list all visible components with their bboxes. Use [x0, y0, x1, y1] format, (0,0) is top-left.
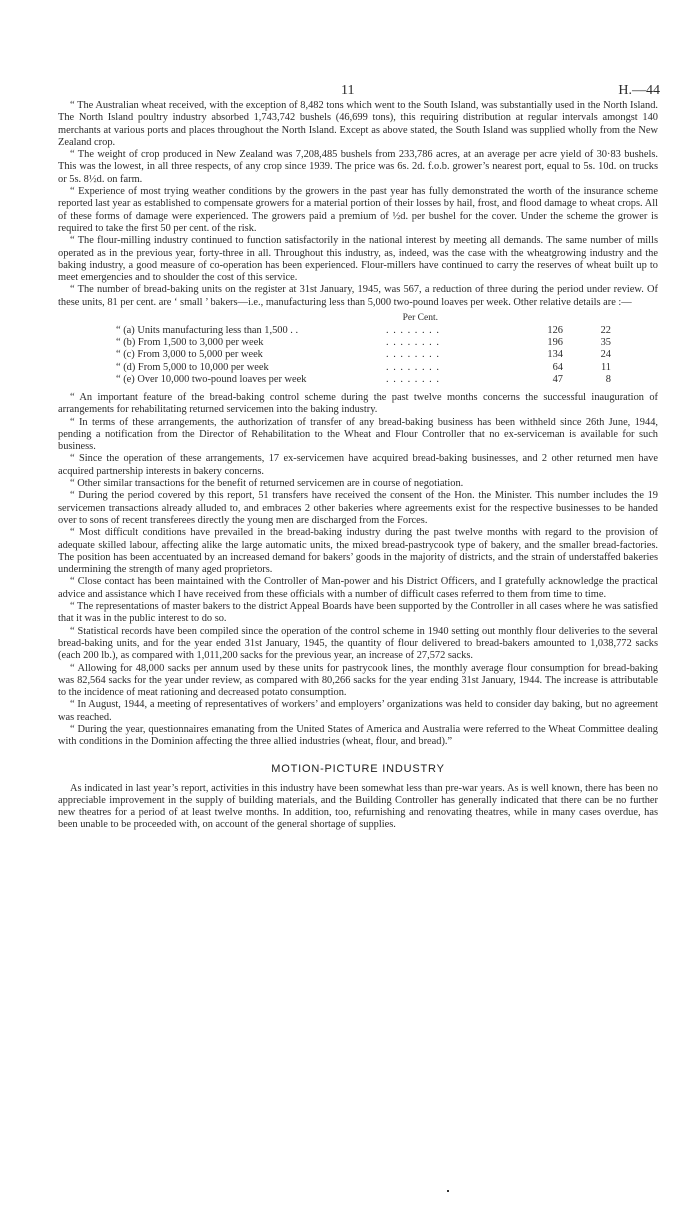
paragraph: “ The representations of master bakers to the district Appeal Boards have been supported by the Controller in all cases where he was satisfied that it was in the public interest to do so. [58, 601, 658, 625]
paragraph: “ During the period covered by this report, 51 transfers have received the consent of the Hon. the Minister. This number includes the 19 servicemen transactions already alluded to, and embraces 2 other bakeries where agreements exist for the respective businesses to be handed over to sons of recent transferees directly the young men are discharged from the Forces. [58, 490, 658, 526]
paragraph: “ Since the operation of these arrangements, 17 ex-servicemen have acquired bread-baking businesses, and 2 other returned men have acquired partnership interests in bakery concerns. [58, 453, 658, 477]
row-count: 196 [547, 337, 563, 349]
paragraph: “ Most difficult conditions have prevailed in the bread-baking industry during the past twelve months with regard to the provision of adequate skilled labour, affecting alike the large automatic units, the mixed bread-pastrycook type of bakery, and the smaller bread-factories. The position has been accentuated by an increased demand for bakers’ goods in the majority of districts, and the strain of understaffed bakeries undermining the strength of many aged proprietors. [58, 527, 658, 576]
section-heading: MOTION-PICTURE INDUSTRY [271, 762, 445, 775]
section-paragraph: As indicated in last year’s report, activities in this industry have been somewhat less than pre-war years. As is well known, there has been no appreciable improvement in the supply of building materials, and the Building Controller has generally indicated that there can be no further new theatres for a period of at least twelve months. In addition, too, refurnishing and renovating theatres, while in many cases overdue, has been unable to be proceeded with, on account of the general shortage of supplies. [58, 782, 658, 831]
paragraph: “ Statistical records have been compiled since the operation of the control scheme in 1940 setting out monthly flour deliveries to the several bread-baking units, and for the year ended 31st January, 1945, the quantity of flour delivered to bread-bakers amounted to 1,038,772 sacks (each 200 lb.), as compared with 1,011,200 sacks for the previous year, an increase of 27,572 sacks. [58, 625, 658, 662]
paragraph: “ Allowing for 48,000 sacks per annum used by these units for pastrycook lines, the monthly average flour consumption for bread-baking was 82,564 sacks for the year under review, as compared with 80,266 sacks for the year ending 31st January, 1944. The increase is attributable to the incidence of meat rationing and decreased potato consumption. [58, 662, 658, 699]
paragraph: “ Other similar transactions for the benefit of returned servicemen are in course of negotiation. [70, 478, 464, 490]
row-leader-dots: . . . . . . . . [386, 337, 440, 349]
row-leader-dots: . . . . . . . . [386, 349, 440, 361]
row-count: 47 [552, 373, 563, 385]
row-percent: 35 [600, 337, 611, 349]
page-number: 11 [341, 83, 355, 98]
paragraph: “ The weight of crop produced in New Zealand was 7,208,485 bushels from 233,786 acres, at an average per acre yield of 30·83 bushels. This was the lowest, in all three respects, of any crop since 1939. The price was 6s. 2d. f.o.b. grower’s nearest port, equal to 5s. 10d. on trucks or 5s. 8½d. on farm. [58, 149, 658, 185]
page-header [58, 0, 658, 100]
paragraph: “ The number of bread-baking units on the register at 31st January, 1945, was 567, a reduction of three during the period under review. Of these units, 81 per cent. are ‘ small ’ bakers—i.e., manufacturing less than 5,000 two-pound loaves per week. Other relative details are :— [58, 284, 658, 308]
paragraph: “ Close contact has been maintained with the Controller of Man-power and his District Officers, and I gratefully acknowledge the practical advice and assistance which I have received from these officials with a number of difficult cases referred to them from time to time. [58, 576, 658, 600]
row-label: “ (c) From 3,000 to 5,000 per week [116, 349, 263, 361]
paragraph: “ In terms of these arrangements, the authorization of transfer of any bread-baking business has been withheld since 26th June, 1944, pending a notification from the Director of Rehabilitation to the Wheat and Flour Controller that no ex-serviceman is available for such business. [58, 416, 658, 453]
table-row [116, 337, 658, 349]
row-count: 126 [547, 325, 563, 337]
paragraph: “ An important feature of the bread-baking control scheme during the past twelve months concerns the successful inauguration of arrangements for rehabilitating returned servicemen into the baking industry. [58, 391, 658, 416]
row-label: “ (a) Units manufacturing less than 1,500 . . [116, 325, 299, 337]
table-row [116, 362, 658, 374]
row-percent: 8 [605, 373, 611, 385]
row-percent: 24 [600, 349, 611, 361]
row-count: 134 [547, 349, 563, 361]
table-row [116, 374, 658, 386]
paragraph: “ During the year, questionnaires emanating from the United States of America and Australia were referred to the Wheat Committee dealing with conditions in the Dominion affecting the three allied industries (wheat, flour, and bread).” [58, 724, 658, 748]
body-text-b [58, 392, 658, 749]
table-row [116, 349, 658, 361]
row-label: “ (e) Over 10,000 two-pound loaves per week [116, 373, 307, 385]
paragraph: “ Experience of most trying weather conditions by the growers in the past year has fully demonstrated the worth of the insurance scheme reported last year as established to compensate growers for a material portion of their losses by hail, frost, and flood damage to wheat crops. All of these forms of damage were experienced. The growers paid a premium of ½d. per bushel for the cover. Under the scheme the grower is required to take the first 50 per cent. of the risk. [58, 186, 658, 234]
bakery-units-table [116, 313, 658, 386]
row-leader-dots: . . . . . . . . [386, 361, 440, 373]
table-header [116, 313, 658, 325]
paragraph: “ In August, 1944, a meeting of representatives of workers’ and employers’ organizations was held to consider day baking, but no agreement was reached. [58, 699, 658, 723]
per-cent-header: Per Cent. [402, 313, 438, 324]
paragraph: “ The flour-milling industry continued to function satisfactorily in the national interest by meeting all demands. The same number of mills operated as in the previous year, forty-three in all. Throughout this industry, as, indeed, was the case with the wheatgrowing industry and the baking industry, a good measure of co-operation has been experienced. Flour-millers have continued to carry the reserves of wheat built up to meet emergencies and to shoulder the cost of this service. [58, 235, 658, 284]
paragraph: “ The Australian wheat received, with the exception of 8,482 tons which went to the South Island, was substantially used in the North Island. The North Island poultry industry absorbed 1,743,742 bushels (46,699 tons), this requiring distribution at regular intervals amongst 140 merchants at various ports and places throughout the North Island. Except as above stated, the South Island was supplied wholly from the New Zealand crop. [58, 100, 658, 148]
row-leader-dots: . . . . . . . . [386, 325, 440, 337]
body-text-a [58, 100, 658, 309]
table-row [116, 325, 658, 337]
row-percent: 22 [600, 325, 611, 337]
row-label: “ (d) From 5,000 to 10,000 per week [116, 361, 269, 373]
document-reference: H.—44 [618, 83, 660, 98]
row-leader-dots: . . . . . . . . [386, 373, 440, 385]
row-label: “ (b) From 1,500 to 3,000 per week [116, 337, 264, 349]
page-mark [447, 1190, 449, 1192]
document-page [58, 0, 658, 832]
row-count: 64 [552, 361, 563, 373]
row-percent: 11 [600, 361, 611, 373]
